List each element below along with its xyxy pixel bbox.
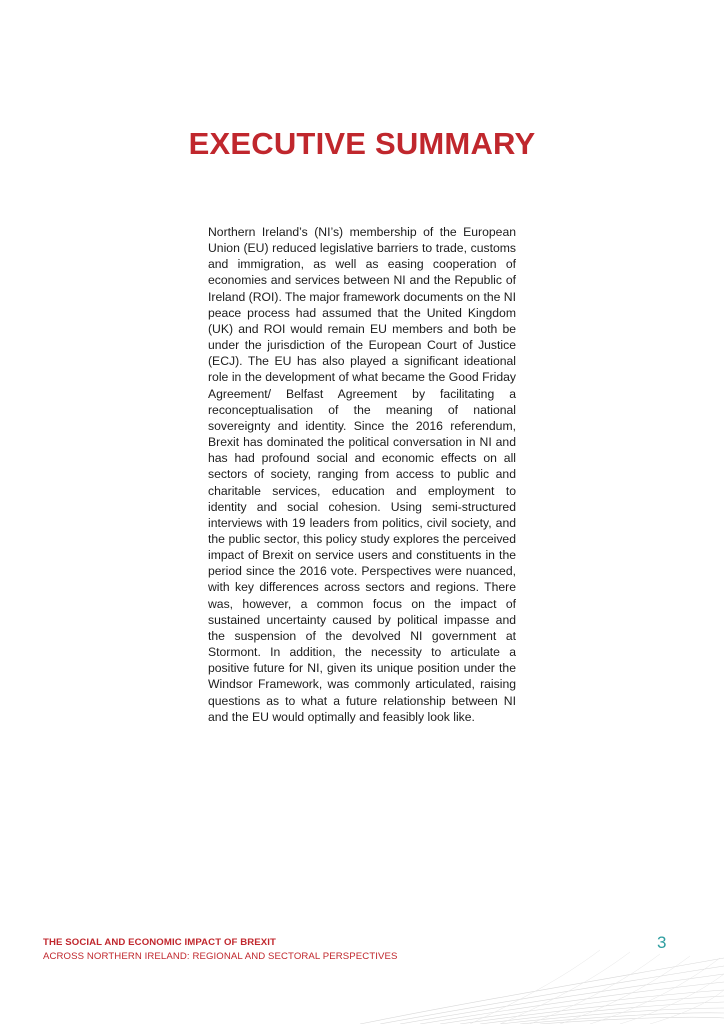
- page-number: 3: [657, 933, 667, 952]
- footer-report-title: THE SOCIAL AND ECONOMIC IMPACT OF BREXIT: [43, 937, 277, 948]
- decorative-wave-lines: [0, 930, 724, 1024]
- page-title: EXECUTIVE SUMMARY: [188, 126, 536, 161]
- footer-report-subtitle: ACROSS NORTHERN IRELAND: REGIONAL AND SECTORAL PERSPECTIVES: [43, 951, 398, 962]
- executive-summary-body: Northern Ireland’s (NI’s) membership of the European Union (EU) reduced legislative barriers to trade, customs and immigration, as well as easing cooperation of economies and services between NI and the Republic of Ireland (ROI). The major framework documents on the NI peace process had assumed that the United Kingdom (UK) and ROI would remain EU members and both be under the jurisdiction of the European Court of Justice (ECJ). The EU has also played a significant ideational role in the development of what became the Good Friday Agreement/ Belfast Agreement by facilitating a reconceptualisation of the meaning of national sovereignty and identity. Since the 2016 referendum, Brexit has dominated the political conversation in NI and has had profound social and economic effects on all sectors of society, ranging from access to public and charitable services, education and employment to identity and social cohesion. Using semi-structured interviews with 19 leaders from politics, civil society, and the public sector, this policy study explores the perceived impact of Brexit on service users and constituents in the period since the 2016 vote. Perspectives were nuanced, with key differences across sectors and regions. There was, however, a common focus on the impact of sustained uncertainty caused by political impasse and the suspension of the devolved NI government at Stormont. In addition, the necessity to articulate a positive future for NI, given its unique position under the Windsor Framework, was commonly articulated, raising questions as to what a future relationship between NI and the EU would optimally and feasibly look like.: [208, 225, 516, 724]
